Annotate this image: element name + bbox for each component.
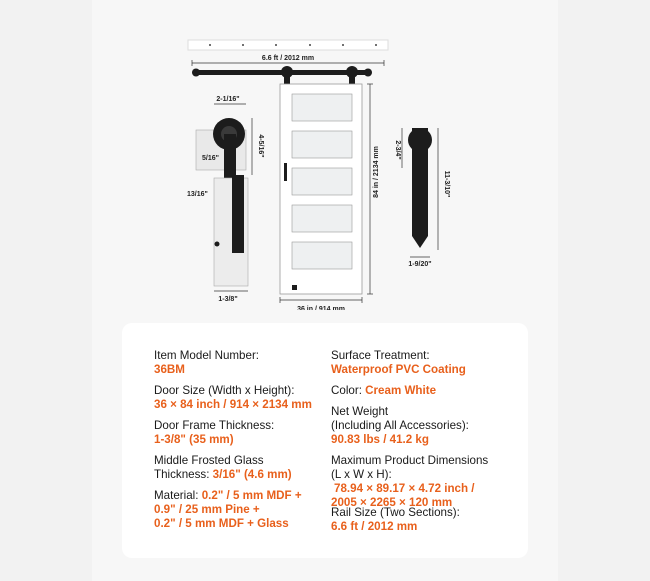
small-dim-label: 5/16": [202, 155, 219, 162]
glass-panels: [292, 94, 352, 269]
strap-width-label: 1-9/20": [408, 261, 432, 268]
door-handle: [284, 163, 287, 181]
spec-rail-size: Rail Size (Two Sections): 6.6 ft / 2012 mm: [331, 506, 460, 533]
spec-door-size: Door Size (Width x Height): 36 × 84 inch / 914 × 2134 mm: [154, 384, 312, 411]
strap-height-label: 11-3/10": [443, 170, 450, 198]
spec-frame-thickness: Door Frame Thickness: 1-3/8" (35 mm): [154, 419, 275, 446]
frame-thickness-label: 1-3/8": [218, 296, 238, 303]
spec-model: Item Model Number: 36BM: [154, 349, 260, 376]
rail-length-label: 6.6 ft / 2012 mm: [261, 55, 315, 62]
spec-material: Material: 0.2" / 5 mm MDF + 0.9" / 25 mm Pine + 0.2" / 5 mm MDF + Glass: [154, 489, 302, 530]
hanger-width-label: 2-1/16": [216, 96, 240, 103]
spec-glass-thickness: Middle Frosted Glass Thickness: 3/16" (4.6 mm): [154, 454, 292, 481]
strap-top-label: 2-3/4": [394, 140, 401, 160]
hanger-height-label: 4-5/16": [257, 134, 264, 158]
floor-guide: [292, 285, 297, 290]
spec-color: Color: Cream White: [331, 384, 437, 397]
spec-net-weight: Net Weight (Including All Accessories): 90.83 lbs / 41.2 kg: [331, 405, 469, 446]
rail-image: [188, 40, 388, 50]
offset-label: 13/16": [187, 191, 208, 198]
strap-hanger: [408, 128, 432, 248]
specs-card: [122, 323, 528, 558]
spec-surface: Surface Treatment: Waterproof PVC Coating: [331, 349, 466, 376]
door-height-label: 84 in / 2134 mm: [373, 146, 380, 198]
side-hanger-view: [196, 118, 248, 286]
spec-max-dimensions: Maximum Product Dimensions (L x W x H): 78.94 × 89.17 × 4.72 inch / 2005 × 2265 × 120 mm: [331, 454, 489, 509]
door-width-label: 36 in / 914 mm: [297, 306, 345, 310]
